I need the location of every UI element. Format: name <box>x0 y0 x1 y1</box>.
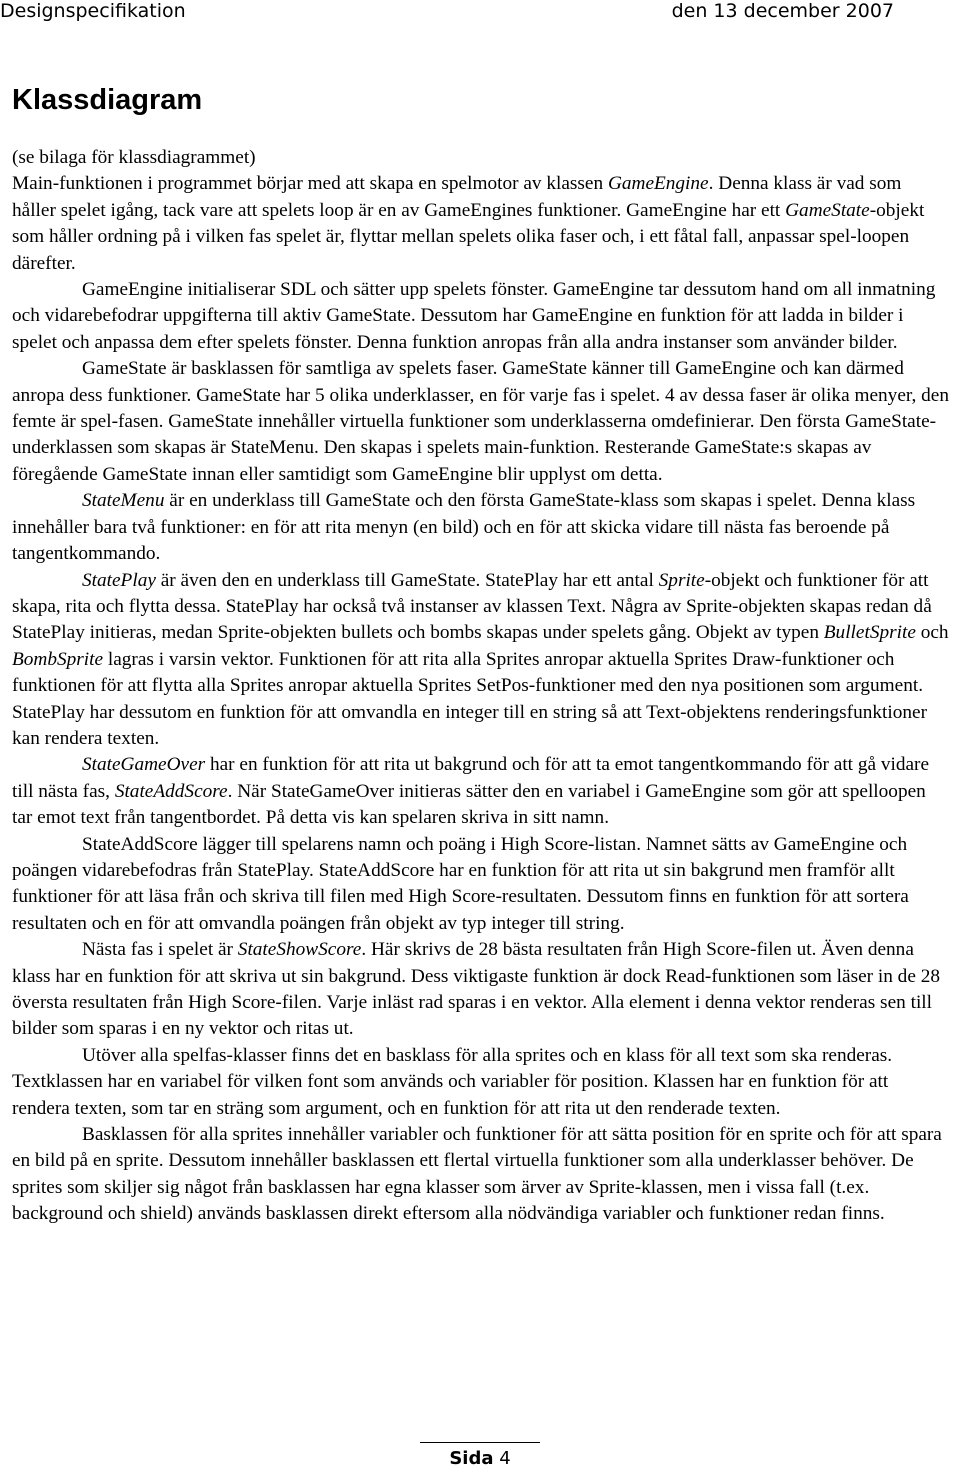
page-number: 4 <box>499 1448 511 1469</box>
paragraph-3: GameEngine initialiserar SDL och sätter upp spelets fönster. GameEngine tar dessutom hand om all inmatning och vidarebefodrar uppgifterna till aktiv GameState. Dessutom har GameEngine en funktion för att ladda in bilder i spelet och anpassa dem efter spelets fönster. Denna funktion anropas från alla andra instanser som använder bilder. <box>12 279 936 353</box>
class-name: StateShowScore <box>237 939 362 961</box>
paragraph-6: StatePlay är även den en underklass till GameState. StatePlay har ett antal Sprite-objekt och funktioner för att skapa, rita och flytta dessa. StatePlay har också två instanser av klassen Text. Några av Sprite-objekten skapas redan då StatePlay initieras, medan Sprite-objekten bullets och bombs skapas under spelets gång. Objekt av typen BulletSprite och BombSprite lagras i varsin vektor. Funktionen för att rita alla Sprites anropar aktuella Sprites Draw-funktioner och funktionen för att flytta alla Sprites anropar aktuella Sprites SetPos-funktioner med den nya positionen som argument. StatePlay har dessutom en funktion för att omvandla en integer till en string så att Text-objektens renderingsfunktioner kan rendera texten. <box>12 569 949 749</box>
class-name: GameState <box>785 199 870 221</box>
class-name: StateMenu <box>82 490 165 512</box>
body-text <box>12 145 950 1228</box>
paragraph-11: Basklassen för alla sprites innehåller variabler och funktioner för att sätta position för en sprite och för att spara en bild på en sprite. Dessutom innehåller basklassen ett flertal virtuella funktioner som alla underklasser behöver. De sprites som skiljer sig något från basklassen har egna klasser som ärver av Sprite-klassen, men i vissa fall (t.ex. background och shield) används basklassen direkt eftersom alla nödvändiga variabler och funktioner redan finns. <box>12 1124 942 1225</box>
document-date: den 13 december 2007 <box>671 0 894 22</box>
class-name: StatePlay <box>82 569 156 591</box>
page-header <box>0 0 960 26</box>
class-name: StateGameOver <box>82 754 206 776</box>
footer-divider <box>420 1442 540 1443</box>
paragraph-2: Main-funktionen i programmet börjar med att skapa en spelmotor av klassen GameEngine. Denna klass är vad som håller spelet igång, tack vare att spelets loop är en av GameEngines funktioner. GameEngine har ett GameState-objekt som håller ordning på i vilken fas spelet är, flyttar mellan spelets olika faser och, i ett fåtal fall, anpassar spel-loopen därefter. <box>12 173 925 274</box>
paragraph-5: StateMenu är en underklass till GameState och den första GameState-klass som skapas i spelet. Denna klass innehåller bara två funktioner: en för att rita menyn (en bild) och en för att skicka vidare till nästa fas beroende på tangentkommando. <box>12 490 916 565</box>
class-name: BulletSprite <box>823 622 916 644</box>
class-name: StateAddScore <box>114 780 228 802</box>
page-label: Sida <box>449 1448 494 1469</box>
class-name: Sprite <box>658 569 705 591</box>
paragraph-8: StateAddScore lägger till spelarens namn och poäng i High Score-listan. Namnet sätts av GameEngine och poängen vidarebefodras från StatePlay. StateAddScore har en funktion för att rita ut sin bakgrund men framför allt funktioner för att läsa från och skriva till filen med High Score-resultaten. Dessutom finns en funktion för att sortera resultaten och en för att omvandla poängen från objekt av typ integer till string. <box>12 833 909 934</box>
page-footer <box>0 1448 960 1469</box>
paragraph-4: GameState är basklassen för samtliga av spelets faser. GameState känner till GameEngine och kan därmed anropa dess funktioner. GameState har 5 olika underklasser, en för varje fas i spelet. 4 av dessa faser är olika menyer, den femte är spel-fasen. GameState innehåller virtuella funktioner som underklasserna omdefinierar. Den första GameState-underklassen som skapas är StateMenu. Den skapas i spelets main-funktion. Resterande GameState:s skapas av föregående GameState innan eller samtidigt som GameEngine blir upplyst om detta. <box>12 358 950 485</box>
paragraph-10: Utöver alla spelfas-klasser finns det en basklass för alla sprites och en klass för all text som ska renderas. Textklassen har en variabel för vilken font som används och variabler för position. Klassen har en funktion för att rendera texten, som tar en sträng som argument, och en funktion för att rita ut den renderade texten. <box>12 1044 893 1119</box>
document-type: Designspecifikation <box>0 0 186 22</box>
paragraph-9: Nästa fas i spelet är StateShowScore. Här skrivs de 28 bästa resultaten från High Score-filen ut. Även denna klass har en funktion för att skriva ut sin bakgrund. Dess viktigaste funktion är dock Read-funktionen som läser in de 28 översta resultaten från High Score-filen. Varje inläst rad sparas i en vektor. Alla element i denna vektor renderas sen till bilder som sparas i en ny vektor och ritas ut. <box>12 939 940 1040</box>
paragraph-7: StateGameOver har en funktion för att rita ut bakgrund och för att ta emot tangentkommando för att gå vidare till nästa fas, StateAddScore. När StateGameOver initieras sätter den en variabel i GameEngine som gör att spelloopen tar emot text från tangentbordet. På detta vis kan spelaren skriva in sitt namn. <box>12 754 930 829</box>
section-title: Klassdiagram <box>12 84 203 116</box>
paragraph-1: (se bilaga för klassdiagrammet) <box>12 147 256 168</box>
class-name: GameEngine <box>607 173 709 195</box>
class-name: BombSprite <box>12 648 104 670</box>
